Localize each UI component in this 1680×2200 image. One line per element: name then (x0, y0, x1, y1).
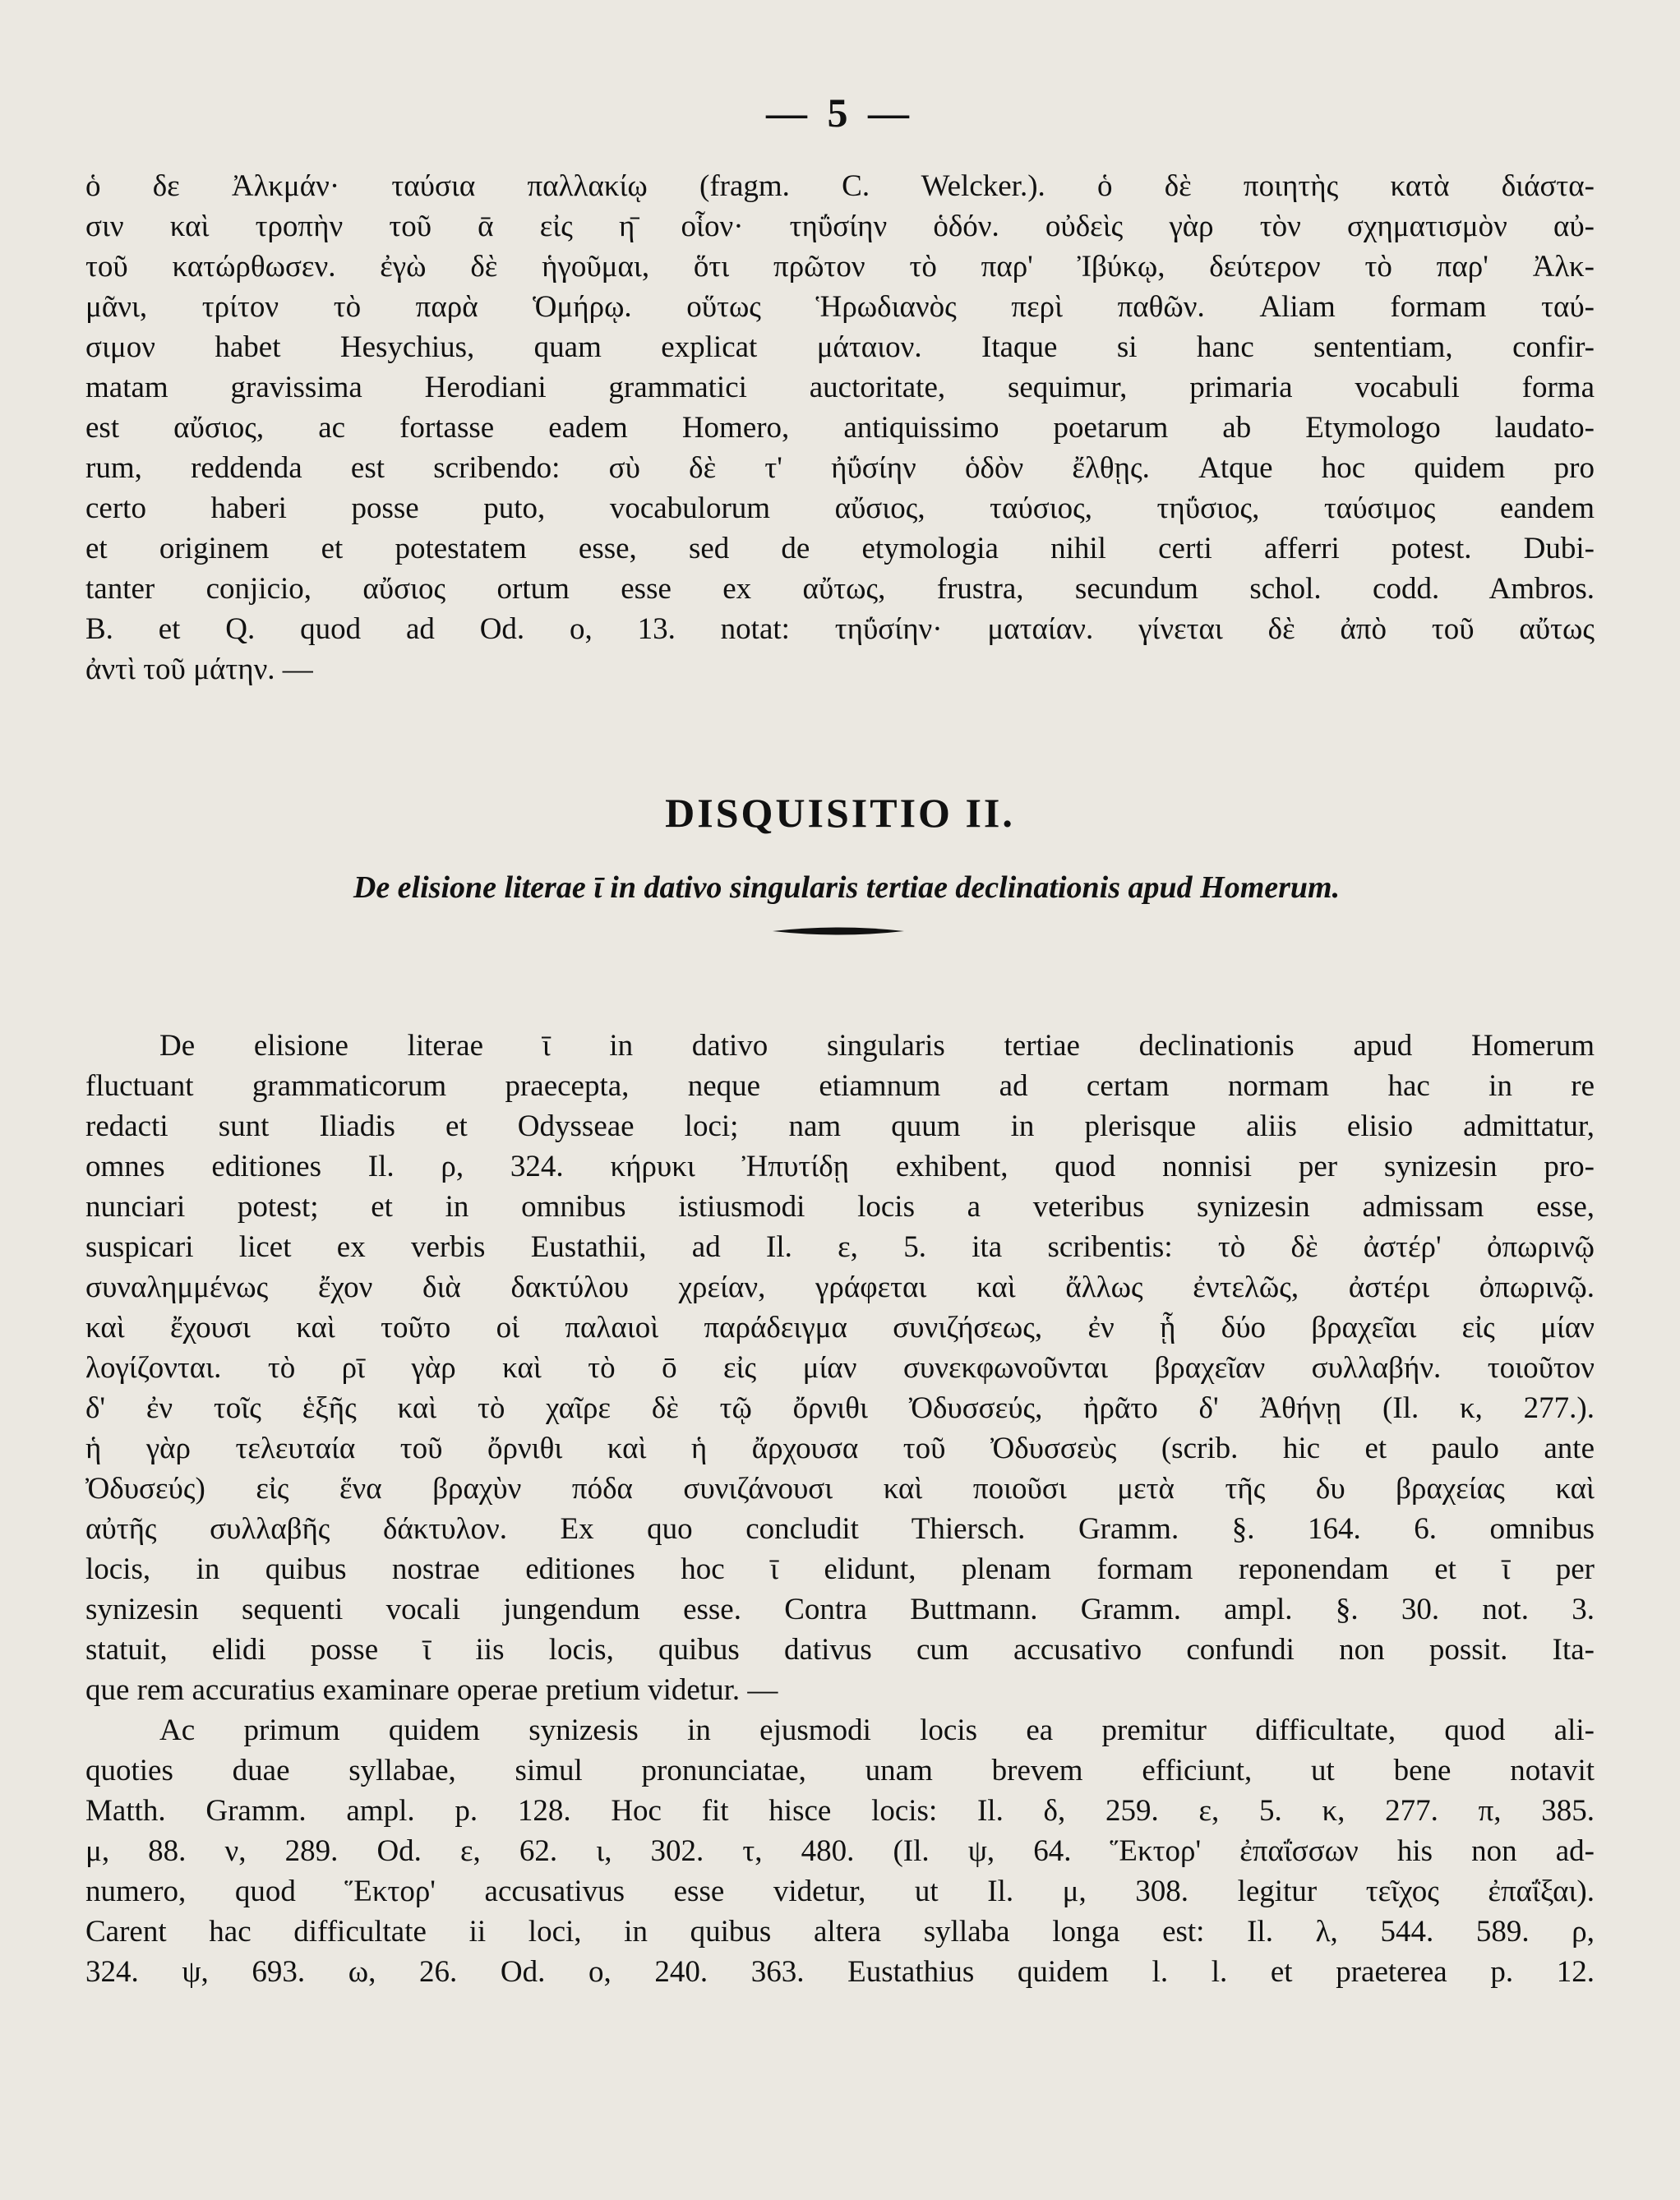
text-line: tanter conjicio, αὔσιος ortum esse ex αὔτως, frustra, secundum schol. codd. Ambros. (85, 572, 1595, 606)
text-line: ἡ γὰρ τελευταία τοῦ ὄρνιθι καὶ ἡ ἄρχουσα τοῦ Ὀδυσσεὺς (scrib. hic et paulo ante (85, 1432, 1595, 1465)
text-line: λογίζονται. τὸ ρῑ γὰρ καὶ τὸ ō εἰς μίαν συνεκφωνοῦνται βραχεῖαν συλλαβήν. τοιοῦτον (85, 1351, 1595, 1385)
text-line: Matth. Gramm. ampl. p. 128. Hoc fit hisce locis: Il. δ, 259. ε, 5. κ, 277. π, 385. (85, 1794, 1595, 1828)
text-line: Ὀδυσεύς) εἰς ἕνα βραχὺν πόδα συνιζάνουσι καὶ ποιοῦσι μετὰ τῆς δυ βραχείας καὶ (85, 1472, 1595, 1506)
section-heading: DISQUISITIO II. (665, 790, 1015, 836)
text-line: nunciari potest; et in omnibus istiusmodi locis a veteribus synizesin admissam esse, (85, 1190, 1595, 1224)
text-line: Ac primum quidem synizesis in ejusmodi locis ea premitur difficultate, quod ali- (159, 1713, 1595, 1747)
text-line: numero, quod Ἕκτορ' accusativus esse videtur, ut Il. μ, 308. legitur τεῖχος ἐπαΐξαι). (85, 1875, 1595, 1908)
text-line: σιμον habet Hesychius, quam explicat μάταιον. Itaque si hanc sententiam, confir- (85, 330, 1595, 364)
intro-paragraph (85, 166, 1595, 690)
page-number: — 5 — (766, 90, 914, 136)
text-line: rum, reddenda est scribendo: σὺ δὲ τ' ἠΰσίην ὁδὸν ἔλθῃς. Atque hoc quidem pro (85, 451, 1595, 485)
text-line: ὁ δε Ἀλκμάν· ταύσια παλλακίῳ (fragm. C. Welcker.). ὁ δὲ ποιητὴς κατὰ διάστα- (85, 169, 1595, 203)
text-line: omnes editiones Il. ρ, 324. κήρυκι Ἠπυτίδῃ exhibent, quod nonnisi per synizesin pro- (85, 1150, 1595, 1183)
text-line: B. et Q. quod ad Od. ο, 13. notat: τηΰσίην· ματαίαν. γίνεται δὲ ἀπὸ τοῦ αὔτως (85, 612, 1595, 646)
text-line: μᾶνι, τρίτον τὸ παρὰ Ὁμήρῳ. οὕτως Ἡρωδιανὸς περὶ παθῶν. Aliam formam ταύ- (85, 290, 1595, 324)
text-line: δ' ἐν τοῖς ἑξῆς καὶ τὸ χαῖρε δὲ τῷ ὄρνιθι Ὀδυσσεύς, ἠρᾶτο δ' Ἀθήνῃ (Il. κ, 277.). (85, 1391, 1595, 1425)
text-line: μ, 88. ν, 289. Od. ε, 62. ι, 302. τ, 480. (Il. ψ, 64. Ἕκτορ' ἐπαΐσσων his non ad- (85, 1834, 1595, 1868)
text-line: καὶ ἔχουσι καὶ τοῦτο οἱ παλαιοὶ παράδειγμα συνιζήσεως, ἐν ᾗ δύο βραχεῖαι εἰς μίαν (85, 1311, 1595, 1344)
text-line: est αὔσιος, ac fortasse eadem Homero, antiquissimo poetarum ab Etymologo laudato- (85, 411, 1595, 445)
body-paragraph (85, 1026, 1595, 1992)
text-line: statuit, elidi posse ῑ iis locis, quibus dativus cum accusativo confundi non possit. Ita- (85, 1633, 1595, 1667)
text-line: suspicari licet ex verbis Eustathii, ad Il. ε, 5. ita scribentis: τὸ δὲ ἀστέρ' ὀπωρινῷ (85, 1230, 1595, 1264)
text-line: quoties duae syllabae, simul pronunciatae, unam brevem efficiunt, ut bene notavit (85, 1754, 1595, 1787)
text-line: Carent hac difficultate ii loci, in quibus altera syllaba longa est: Il. λ, 544. 589. ρ, (85, 1915, 1595, 1949)
text-line: certo haberi posse puto, vocabulorum αὔσιος, ταύσιος, τηΰσιος, ταύσιμος eandem (85, 491, 1595, 525)
text-line: σιν καὶ τροπὴν τοῦ ᾱ εἰς η̄ οἷον· τηΰσίην ὁδόν. οὐδεὶς γὰρ τὸν σχηματισμὸν αὐ- (85, 210, 1595, 243)
ornamental-divider (773, 925, 904, 937)
text-line: fluctuant grammaticorum praecepta, neque etiamnum ad certam normam hac in re (85, 1069, 1595, 1103)
text-line: redacti sunt Iliadis et Odysseae loci; nam quum in plerisque aliis elisio admittatur, (85, 1109, 1595, 1143)
text-line: matam gravissima Herodiani grammatici auctoritate, sequimur, primaria vocabuli forma (85, 371, 1595, 404)
text-line: De elisione literae ῑ in dativo singularis tertiae declinationis apud Homerum (159, 1029, 1595, 1063)
section-subtitle: De elisione literae ῑ in dativo singularis tertiae declinationis apud Homerum. (353, 870, 1341, 905)
text-line: locis, in quibus nostrae editiones hoc ῑ elidunt, plenam formam reponendam et ῑ per (85, 1552, 1595, 1586)
text-line: τοῦ κατώρθωσεν. ἐγὼ δὲ ἡγοῦμαι, ὅτι πρῶτον τὸ παρ' Ἰβύκῳ, δεύτερον τὸ παρ' Ἀλκ- (85, 250, 1595, 284)
text-line: συναλημμένως ἔχον διὰ δακτύλου χρείαν, γράφεται καὶ ἄλλως ἐντελῶς, ἀστέρι ὀπωρινῷ. (85, 1271, 1595, 1304)
text-line: ἀντὶ τοῦ μάτην. — (85, 653, 313, 686)
text-line: αὐτῆς συλλαβῆς δάκτυλον. Ex quo concludit Thiersch. Gramm. §. 164. 6. omnibus (85, 1512, 1595, 1546)
text-line: que rem accuratius examinare operae pretium videtur. — (85, 1673, 778, 1707)
text-line: 324. ψ, 693. ω, 26. Od. ο, 240. 363. Eustathius quidem l. l. et praeterea p. 12. (85, 1955, 1595, 1989)
text-line: synizesin sequenti vocali jungendum esse. Contra Buttmann. Gramm. ampl. §. 30. not. 3. (85, 1593, 1595, 1626)
text-line: et originem et potestatem esse, sed de etymologia nihil certi afferri potest. Dubi- (85, 532, 1595, 565)
